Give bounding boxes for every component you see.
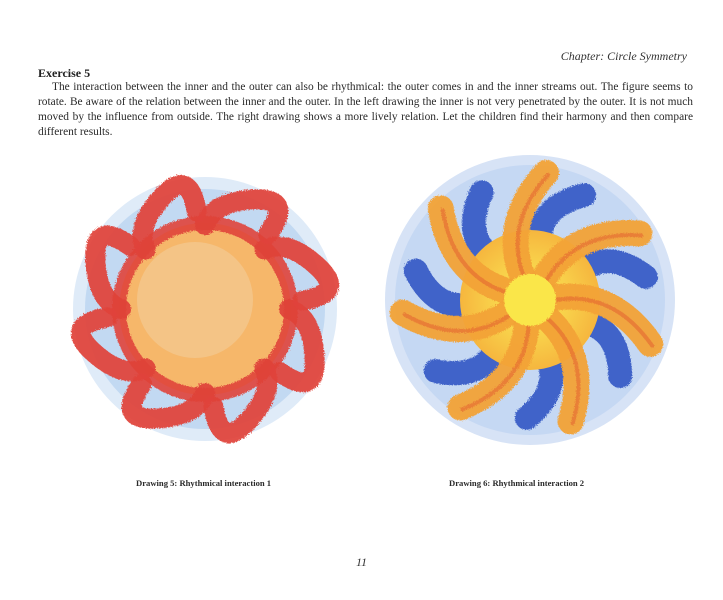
chapter-header: Chapter: Circle Symmetry: [560, 49, 687, 63]
yellow-center: [504, 274, 556, 326]
exercise-title: Exercise 5: [38, 66, 91, 80]
exercise-text: The interaction between the inner and the outer can also be rhythmical: the outer comes in and the inner streams out. The figure seems to rotate. Be aware of the relation between the inner and the outer. In the left drawing the inner is not very penetrated by the outer. It is not much moved by the influence from outside. The right drawing shows a more lively relation. Let the children find their harmony and then compare different results.: [38, 81, 693, 138]
caption-drawing-5: Drawing 5: Rhythmical interaction 1: [136, 478, 272, 488]
page-number: 11: [355, 555, 368, 569]
drawing-rhythmical-interaction-1: [60, 172, 350, 447]
caption-drawing-6: Drawing 6: Rhythmical interaction 2: [449, 478, 585, 488]
drawing-rhythmical-interaction-2: [380, 150, 680, 450]
